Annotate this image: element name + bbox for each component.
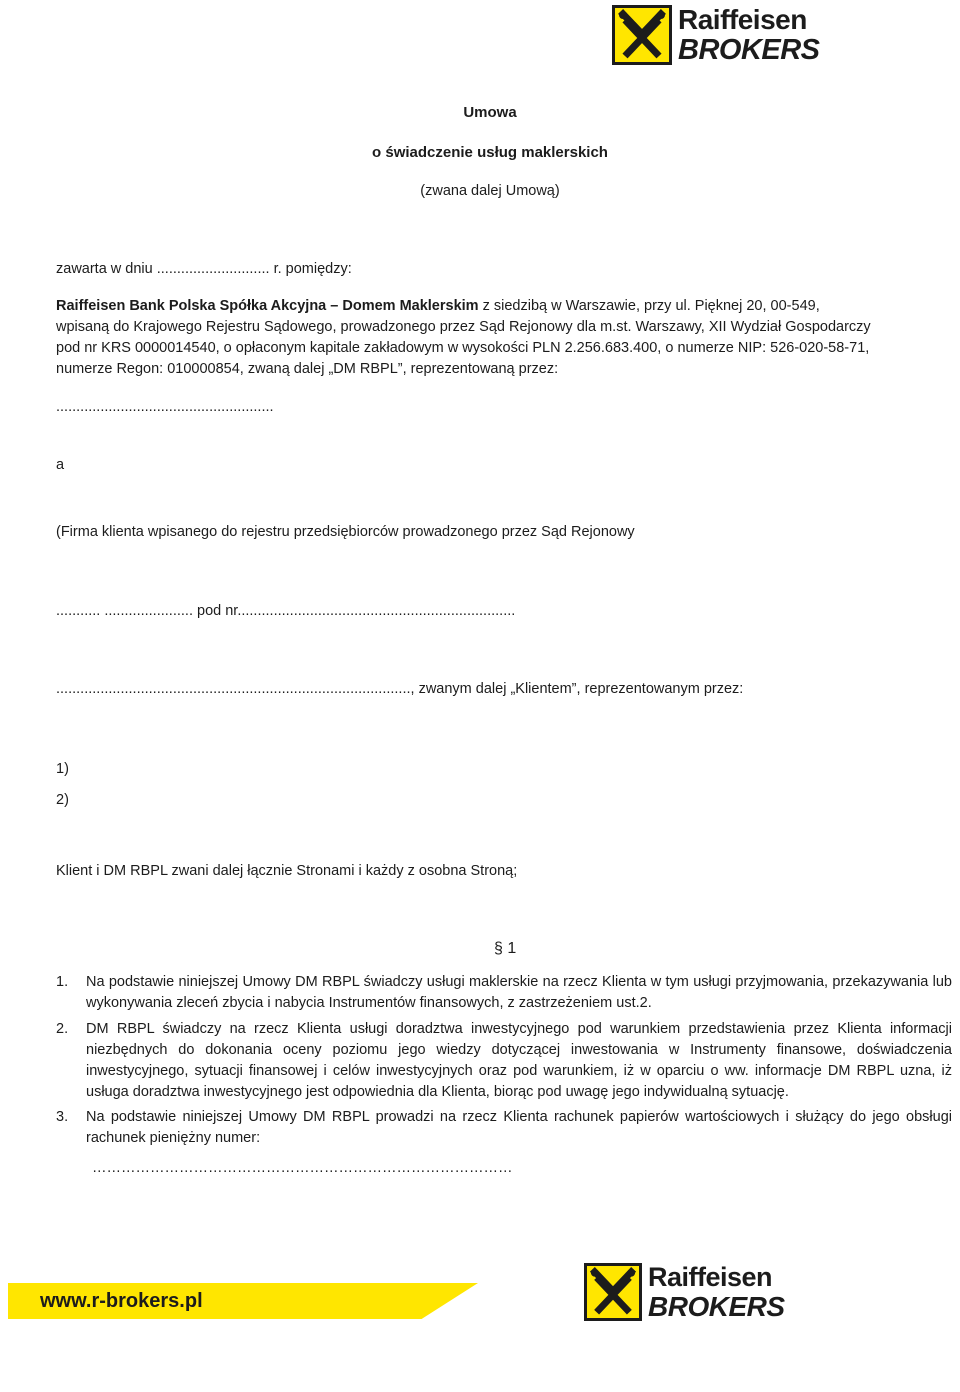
- item-number: 3.: [56, 1109, 69, 1125]
- logo-brand-name: Raiffeisen: [678, 4, 807, 35]
- party1-block: [56, 296, 958, 380]
- logo-brand-sub: BROKERS: [648, 1291, 785, 1322]
- party1-address: z siedzibą w Warszawie, przy ul. Pięknej 20, 00-549,: [478, 298, 820, 314]
- logo-brand-sub: BROKERS: [678, 34, 820, 66]
- client-firm-line: (Firma klienta wpisanego do rejestru przedsiębiorców prowadzonego przez Sąd Rejonowy: [56, 524, 635, 540]
- logo-brand-name: Raiffeisen: [648, 1262, 773, 1292]
- item-text: DM RBPL świadczy na rzecz Klienta usługi doradztwa inwestycyjnego pod warunkiem przedstawienia przez Klienta informacji niezbędnych do dokonania oceny poziomu jego wiedzy dotyczącej inwestowania w Instrumenty finansowe, doświadczenia inwestycyjnego, sytuacji finansowej i celów inwestycyjnych oraz pod warunkiem, iż w oparciu o ww. informacje DM RBPL uzna, iż usługa doradztwa inwestycyjnego jest odpowiednia dla Klienta, biorąc pod uwagę jego indywidualną sytuację.: [86, 1021, 952, 1100]
- client-representative-2: 2): [56, 792, 69, 808]
- gables-logo-icon: [612, 5, 672, 65]
- header-logo: [612, 4, 820, 66]
- gables-logo-icon: [584, 1263, 642, 1321]
- parties-definition: Klient i DM RBPL zwani dalej łącznie Stronami i każdy z osobna Stroną;: [56, 863, 518, 879]
- representative-dots: ......................................................: [56, 399, 274, 415]
- document-title: Umowa: [463, 104, 517, 121]
- party1-name: Raiffeisen Bank Polska Spółka Akcyjna – Domem Maklerskim: [56, 298, 479, 314]
- account-number-dots: ……………………………………………………………………………: [92, 1160, 513, 1176]
- intro-line: zawarta w dniu ............................ r. pomiędzy:: [56, 261, 352, 277]
- party1-regon: numerze Regon: 010000854, zwaną dalej „DM RBPL”, reprezentowaną przez:: [56, 361, 559, 377]
- conjunction-a: a: [56, 457, 65, 473]
- item-text: Na podstawie niniejszej Umowy DM RBPL prowadzi na rzecz Klienta rachunek papierów wartościowych i służący do jego obsługi rachunek pieniężny numer:: [86, 1109, 952, 1146]
- item-number: 2.: [56, 1021, 69, 1037]
- item-number: 1.: [56, 974, 69, 990]
- footer-website: www.r-brokers.pl: [40, 1290, 203, 1312]
- list-item: [56, 972, 958, 1014]
- party1-registry: wpisaną do Krajowego Rejestru Sądowego, prowadzonego przez Sąd Rejonowy dla m.st. Warszawy, XII Wydział Gospodarczy: [56, 319, 871, 335]
- list-item: [56, 1019, 958, 1103]
- client-representative-1: 1): [56, 761, 69, 777]
- document-subtitle: o świadczenie usług maklerskich: [372, 144, 608, 161]
- footer-logo: [584, 1262, 785, 1322]
- client-named-line: ........................................................................................, zwanym dalej „Klientem”, reprezentowanym przez:: [56, 681, 744, 697]
- section-heading: § 1: [494, 940, 517, 957]
- item-text: Na podstawie niniejszej Umowy DM RBPL świadczy usługi maklerskie na rzecz Klienta w tym usługi przyjmowania, przekazywania lub wykonywania zleceń zbycia i nabycia Instrumentów finansowych, z zastrzeżeniem ust.2.: [86, 974, 952, 1011]
- party1-krs: pod nr KRS 0000014540, o opłaconym kapitale zakładowym w wysokości PLN 2.256.683.400, o numerze NIP: 526-020-58-71,: [56, 340, 870, 356]
- document-alias: (zwana dalej Umową): [420, 183, 560, 199]
- client-registry-line: ........... ...................... pod nr.....................................................................: [56, 603, 516, 619]
- list-item: [56, 1107, 958, 1149]
